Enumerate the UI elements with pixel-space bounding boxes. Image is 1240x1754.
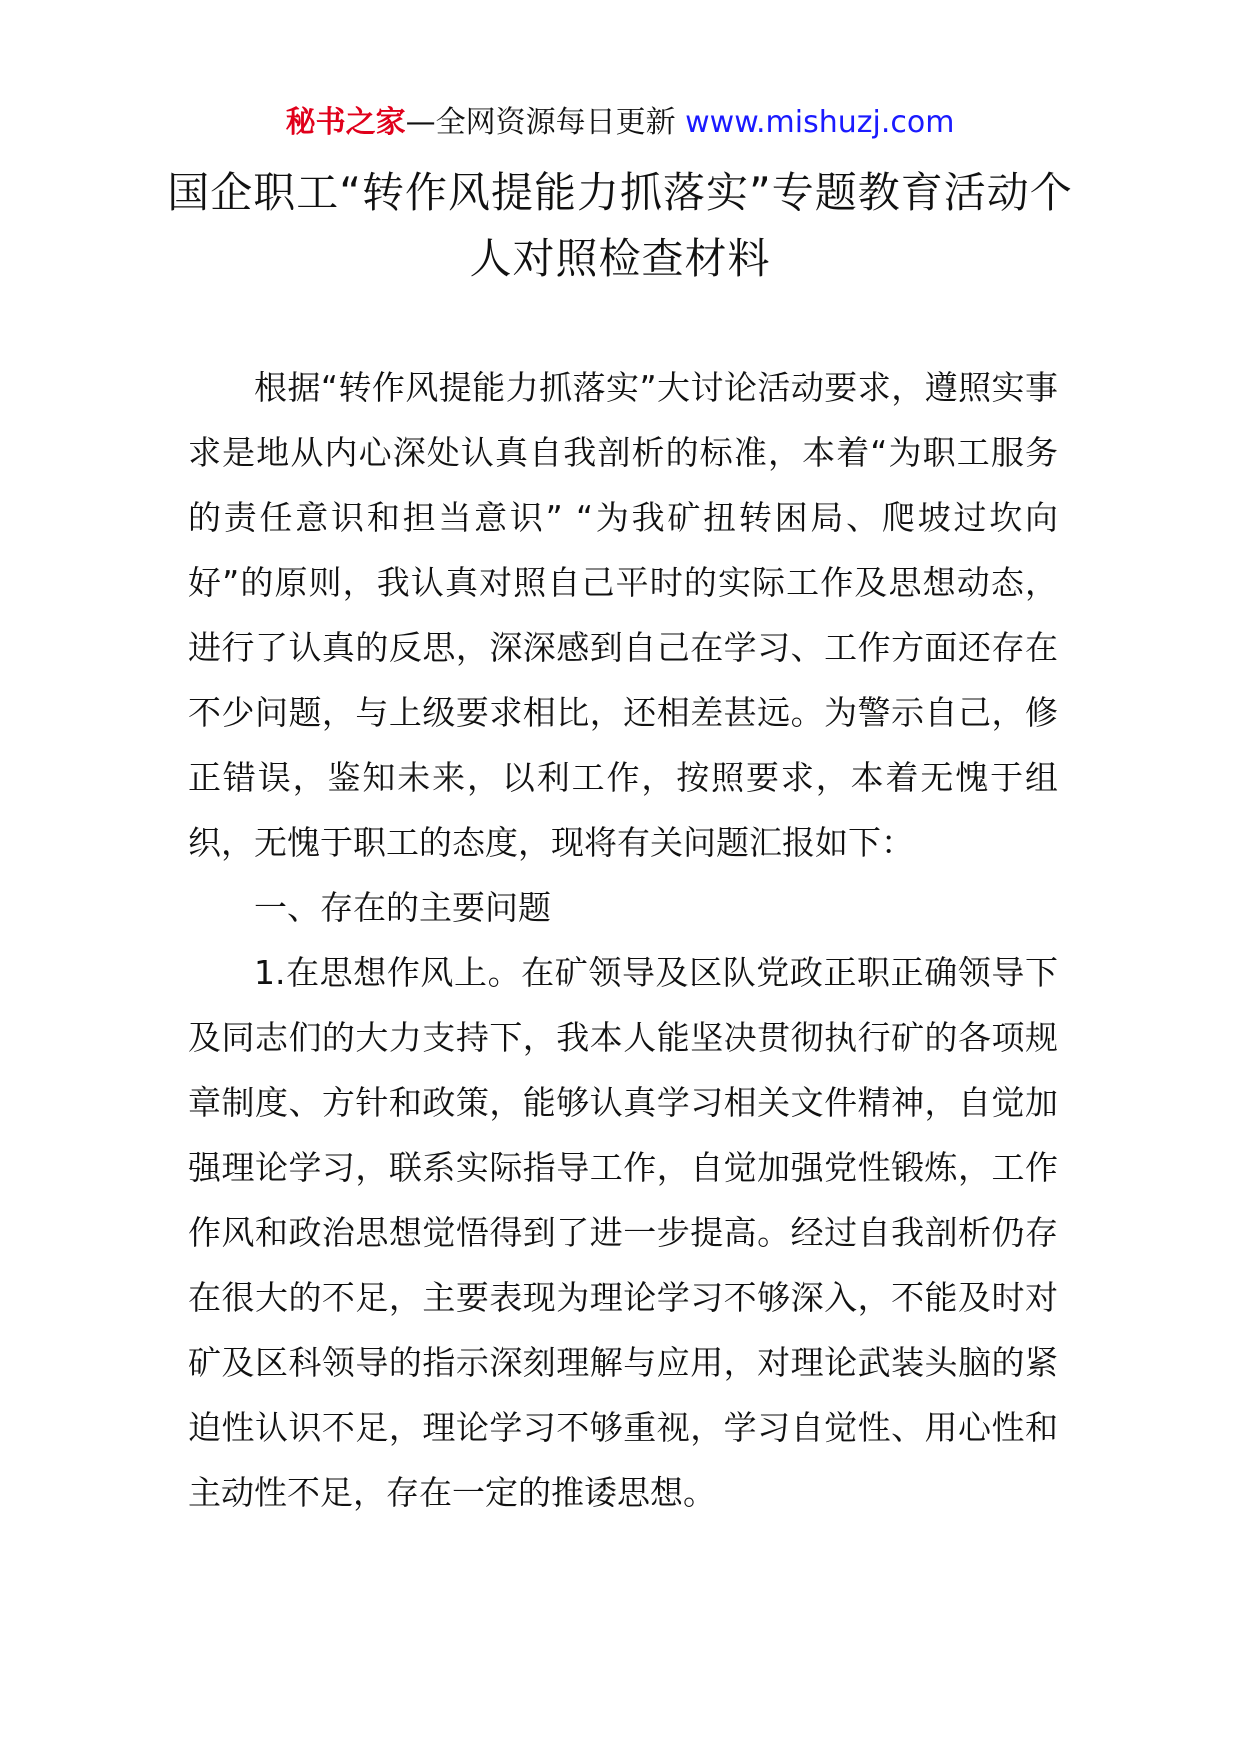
site-tagline: —全网资源每日更新: [405, 105, 686, 140]
site-brand: 秘书之家: [285, 105, 406, 140]
paragraph-intro: 根据“转作风提能力抓落实”大讨论活动要求，遵照实事求是地从内心深处认真自我剖析的标准，本着“为职工服务的责任意识和担当意识” “为我矿扭转困局、爬坡过坎向好”的原则，我认真对照自己平时的实际工作及思想动态，进行了认真的反思，深深感到自己在学习、工作方面还存在不少问题，与上级要求相比，还相差甚远。为警示自己，修正错误，鉴知未来，以利工作，按照要求，本着无愧于组织，无愧于职工的态度，现将有关问题汇报如下：: [188, 368, 1058, 862]
site-url: www.mishuzj.com: [685, 105, 955, 140]
paragraph-item-1: 1.在思想作风上。在矿领导及区队党政正职正确领导下及同志们的大力支持下，我本人能坚决贯彻执行矿的各项规章制度、方针和政策，能够认真学习相关文件精神，自觉加强理论学习，联系实际指导工作，自觉加强党性锻炼，工作作风和政治思想觉悟得到了进一步提高。经过自我剖析仍存在很大的不足，主要表现为理论学习不够深入，不能及时对矿及区科领导的指示深刻理解与应用，对理论武装头脑的紧迫性认识不足，理论学习不够重视，学习自觉性、用心性和主动性不足，存在一定的推诿思想。: [188, 953, 1058, 1512]
site-header: [0, 100, 1240, 146]
section-heading: 一、存在的主要问题: [254, 888, 551, 927]
document-title: 国企职工“转作风提能力抓落实”专题教育活动个人对照检查材料: [167, 168, 1073, 283]
document-body: [188, 355, 1058, 1525]
